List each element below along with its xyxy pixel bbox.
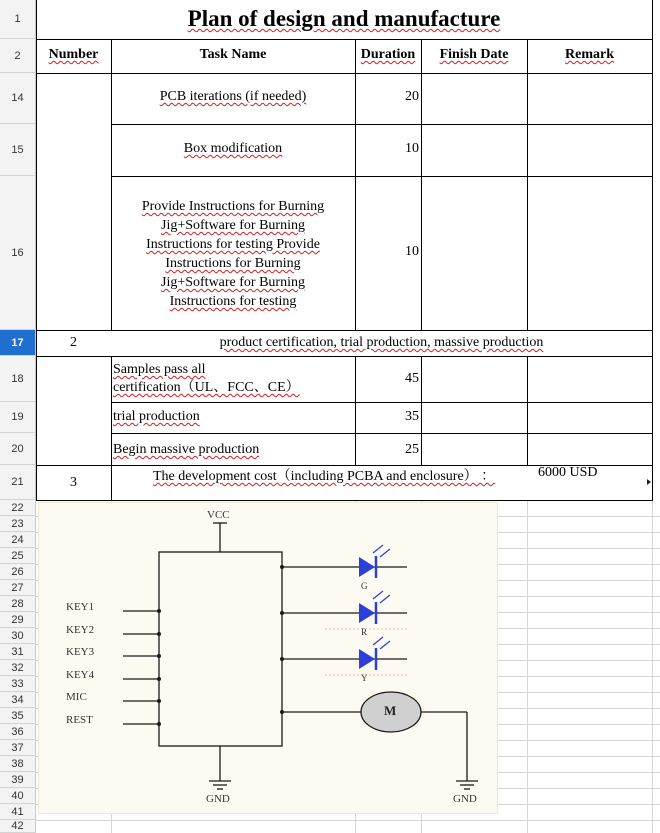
row-header-20[interactable]: 20 (0, 433, 36, 465)
gnd-left-label: GND (206, 793, 230, 805)
row-header-18[interactable]: 18 (0, 356, 36, 402)
header-duration[interactable] (355, 47, 421, 63)
cell-task-row-14[interactable] (111, 89, 355, 105)
header-duration-text: Duration (360, 47, 416, 62)
task-text-row-19: trial production (113, 409, 200, 424)
cell-task-row-15[interactable] (111, 141, 355, 157)
cell-task-row-19[interactable] (113, 409, 200, 425)
input-key1-label: KEY1 (66, 601, 95, 613)
motor-label: M (384, 703, 397, 718)
input-mic-label: MIC (66, 691, 87, 703)
cell-number-row-17[interactable]: 2 (70, 335, 77, 350)
schematic-image[interactable] (38, 502, 498, 814)
led-g-label: G (361, 581, 368, 591)
row-header-34[interactable]: 34 (0, 692, 36, 708)
input-key4-label: KEY4 (66, 669, 95, 681)
cell-task-row-16[interactable] (111, 197, 355, 311)
row-header-41[interactable]: 41 (0, 804, 36, 820)
row-header-23[interactable]: 23 (0, 516, 36, 532)
header-number-text: Number (48, 47, 99, 62)
led-r-label: R (361, 627, 368, 637)
cell-duration-row-19[interactable]: 35 (405, 409, 419, 424)
row-header-38[interactable]: 38 (0, 756, 36, 772)
task-text-row-20: Begin massive production (113, 442, 260, 457)
led-y-label: Y (361, 673, 368, 683)
row-header-21[interactable]: 21 (0, 465, 36, 500)
header-number[interactable] (36, 47, 111, 63)
gnd-right-label: GND (453, 793, 477, 805)
row-header-16[interactable]: 16 (0, 176, 36, 330)
row-header-17[interactable]: 17 (0, 330, 36, 356)
task-line: Provide Instructions for Burning (141, 199, 325, 214)
cell-number-row-21[interactable]: 3 (70, 475, 77, 490)
row-header-26[interactable]: 26 (0, 564, 36, 580)
header-finish-text: Finish Date (439, 47, 509, 62)
task-line: Jig+Software for Burning (161, 218, 305, 233)
row-header-14[interactable]: 14 (0, 73, 36, 124)
row-header-35[interactable]: 35 (0, 708, 36, 724)
task-line: Samples pass all (113, 362, 206, 377)
led-r-icon (359, 591, 390, 624)
row-header-42[interactable]: 42 (0, 820, 36, 833)
task-line: Jig+Software for Burning (161, 275, 305, 290)
task-text-row-14: PCB iterations (if needed) (159, 89, 307, 104)
cell-task-row-18[interactable] (113, 361, 355, 397)
task-line: Instructions for Burning (165, 256, 301, 271)
task-text-row-15: Box modification (183, 141, 283, 156)
row-header-30[interactable]: 30 (0, 628, 36, 644)
cell-duration-row-15[interactable]: 10 (405, 141, 419, 156)
cell-duration-row-18[interactable]: 45 (405, 371, 419, 386)
ic-box (159, 552, 282, 746)
row-header-2[interactable]: 2 (0, 39, 36, 73)
task-line: certification（UL、FCC、CE） (113, 380, 300, 395)
sheet-title-text: Plan of design and manufacture (187, 6, 501, 31)
row-header-32[interactable]: 32 (0, 660, 36, 676)
task-line: Instructions for testing (169, 294, 297, 309)
header-task-name[interactable] (111, 47, 355, 63)
input-key2-label: KEY2 (66, 624, 95, 636)
row-header-36[interactable]: 36 (0, 724, 36, 740)
overflow-arrow-icon (647, 479, 651, 485)
row-header-27[interactable]: 27 (0, 580, 36, 596)
task-line: Instructions for testing Provide (146, 237, 320, 252)
cell-remark-row-21[interactable]: 6000 USD (538, 465, 598, 480)
cell-task-row-17[interactable] (111, 335, 652, 351)
led-y-icon (359, 637, 390, 670)
schematic-drawing (39, 503, 499, 815)
row-header-31[interactable]: 31 (0, 644, 36, 660)
header-task-text: Task Name (199, 47, 267, 62)
cell-duration-row-14[interactable]: 20 (405, 89, 419, 104)
row-header-19[interactable]: 19 (0, 402, 36, 433)
row-header-1[interactable]: 1 (0, 0, 36, 39)
cell-task-row-20[interactable] (113, 442, 259, 458)
header-finish-date[interactable] (421, 47, 527, 63)
led-g-icon (359, 545, 390, 578)
header-remark[interactable] (527, 47, 652, 63)
row-header-28[interactable]: 28 (0, 596, 36, 612)
row-header-33[interactable]: 33 (0, 676, 36, 692)
cell-duration-row-16[interactable]: 10 (405, 244, 419, 259)
cell-duration-row-20[interactable]: 25 (405, 442, 419, 457)
row-header-15[interactable]: 15 (0, 124, 36, 176)
task-text-row-17: product certification, trial production, massive production (219, 335, 544, 350)
sheet-title[interactable] (36, 6, 652, 32)
input-key3-label: KEY3 (66, 646, 95, 658)
row-header-29[interactable]: 29 (0, 612, 36, 628)
cell-task-row-21[interactable] (153, 465, 495, 485)
row-header-25[interactable]: 25 (0, 548, 36, 564)
row-header-24[interactable]: 24 (0, 532, 36, 548)
vcc-label: VCC (207, 509, 230, 521)
task-text-row-21: The development cost（including PCBA and enclosure） ： (153, 469, 496, 484)
row-header-37[interactable]: 37 (0, 740, 36, 756)
header-remark-text: Remark (565, 47, 614, 62)
row-header-22[interactable]: 22 (0, 500, 36, 516)
input-rest-label: REST (66, 714, 93, 726)
row-header-39[interactable]: 39 (0, 772, 36, 788)
row-header-40[interactable]: 40 (0, 788, 36, 804)
